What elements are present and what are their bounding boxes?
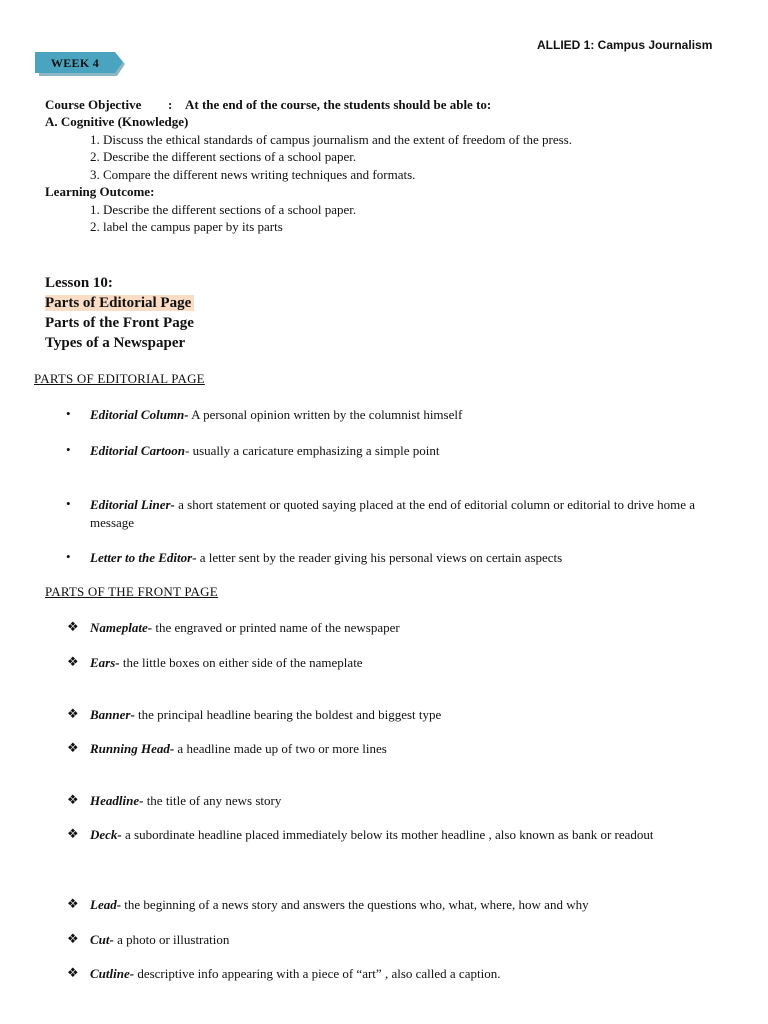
front-page-item <box>90 792 730 810</box>
diamond-bullet-icon: ❖ <box>67 792 79 807</box>
diamond-bullet-icon: ❖ <box>67 896 79 911</box>
front-page-item <box>90 896 730 914</box>
diamond-bullet-icon: ❖ <box>67 931 79 946</box>
item-desc: a letter sent by the reader giving his personal views on certain aspects <box>196 550 563 565</box>
learning-outcome-heading: Learning Outcome: <box>45 184 155 199</box>
front-page-section-title: PARTS OF THE FRONT PAGE <box>45 584 218 599</box>
editorial-item <box>90 442 730 460</box>
diamond-bullet-icon: ❖ <box>67 619 79 634</box>
course-objective-colon: : <box>168 97 173 112</box>
bullet-dot: • <box>66 549 71 564</box>
item-desc: a photo or illustration <box>113 932 230 947</box>
item-term: Running Head- <box>90 741 175 756</box>
item-term: Editorial Cartoon <box>90 443 185 458</box>
outcome-item: 1. Describe the different sections of a school paper. <box>90 202 357 217</box>
item-term: Banner- <box>90 707 135 722</box>
cognitive-heading: A. Cognitive (Knowledge) <box>45 114 189 129</box>
lesson-topic-newspaper-types: Types of a Newspaper <box>45 335 186 351</box>
lesson-topic-front-page: Parts of the Front Page <box>45 315 194 331</box>
lesson-topic-editorial <box>45 293 194 313</box>
front-page-item <box>90 619 730 637</box>
item-term: Letter to the Editor- <box>90 550 197 565</box>
item-term: Cutline- <box>90 966 135 981</box>
diamond-bullet-icon: ❖ <box>67 706 79 721</box>
item-desc: the principal headline bearing the boldest and biggest type <box>134 707 442 722</box>
item-desc: a short statement or quoted saying placed at the end of editorial column or editorial to drive home a message <box>90 497 696 530</box>
outcome-item: 2. label the campus paper by its parts <box>90 219 283 234</box>
course-objective-label: Course Objective <box>45 97 142 112</box>
item-desc: a headline made up of two or more lines <box>174 741 387 756</box>
item-desc: the engraved or printed name of the newspaper <box>152 620 400 635</box>
item-term: Cut- <box>90 932 114 947</box>
item-term: Editorial Liner- <box>90 497 175 512</box>
item-desc: - usually a caricature emphasizing a simple point <box>185 443 440 458</box>
item-desc: the title of any news story <box>143 793 282 808</box>
front-page-item <box>90 706 730 724</box>
editorial-section-title: PARTS OF EDITORIAL PAGE <box>34 371 205 386</box>
front-page-item <box>90 740 730 758</box>
bullet-dot: • <box>66 496 71 511</box>
highlighted-topic: Parts of Editorial Page <box>45 295 194 311</box>
diamond-bullet-icon: ❖ <box>67 826 79 841</box>
objective-item: 1. Discuss the ethical standards of campus journalism and the extent of freedom of the press. <box>90 132 572 147</box>
editorial-item <box>90 549 730 567</box>
front-page-item <box>90 931 730 949</box>
objective-item: 3. Compare the different news writing techniques and formats. <box>90 167 416 182</box>
bullet-dot: • <box>66 406 71 421</box>
item-desc: the beginning of a news story and answers the questions who, what, where, how and why <box>121 897 589 912</box>
course-objective-text: At the end of the course, the students should be able to: <box>185 97 492 112</box>
week-label: WEEK 4 <box>50 56 100 70</box>
diamond-bullet-icon: ❖ <box>67 965 79 980</box>
week-badge <box>35 52 127 77</box>
bullet-dot: • <box>66 442 71 457</box>
item-desc: descriptive info appearing with a piece of “art” , also called a caption. <box>134 966 501 981</box>
item-desc: a subordinate headline placed immediately below its mother headline , also known as bank or readout <box>121 827 654 842</box>
editorial-item <box>90 496 720 532</box>
item-term: Nameplate- <box>90 620 153 635</box>
item-desc: A personal opinion written by the columnist himself <box>188 407 463 422</box>
item-term: Ears- <box>90 655 120 670</box>
diamond-bullet-icon: ❖ <box>67 740 79 755</box>
lesson-number: Lesson 10: <box>45 275 113 291</box>
front-page-item <box>90 654 730 672</box>
item-term: Lead- <box>90 897 122 912</box>
front-page-item <box>90 965 730 983</box>
item-term: Editorial Column- <box>90 407 189 422</box>
item-desc: the little boxes on either side of the nameplate <box>119 655 363 670</box>
item-term: Headline- <box>90 793 144 808</box>
item-term: Deck- <box>90 827 122 842</box>
objective-item: 2. Describe the different sections of a school paper. <box>90 149 357 164</box>
course-title: ALLIED 1: Campus Journalism <box>537 38 713 52</box>
editorial-item <box>90 406 730 424</box>
front-page-item <box>90 826 710 844</box>
diamond-bullet-icon: ❖ <box>67 654 79 669</box>
